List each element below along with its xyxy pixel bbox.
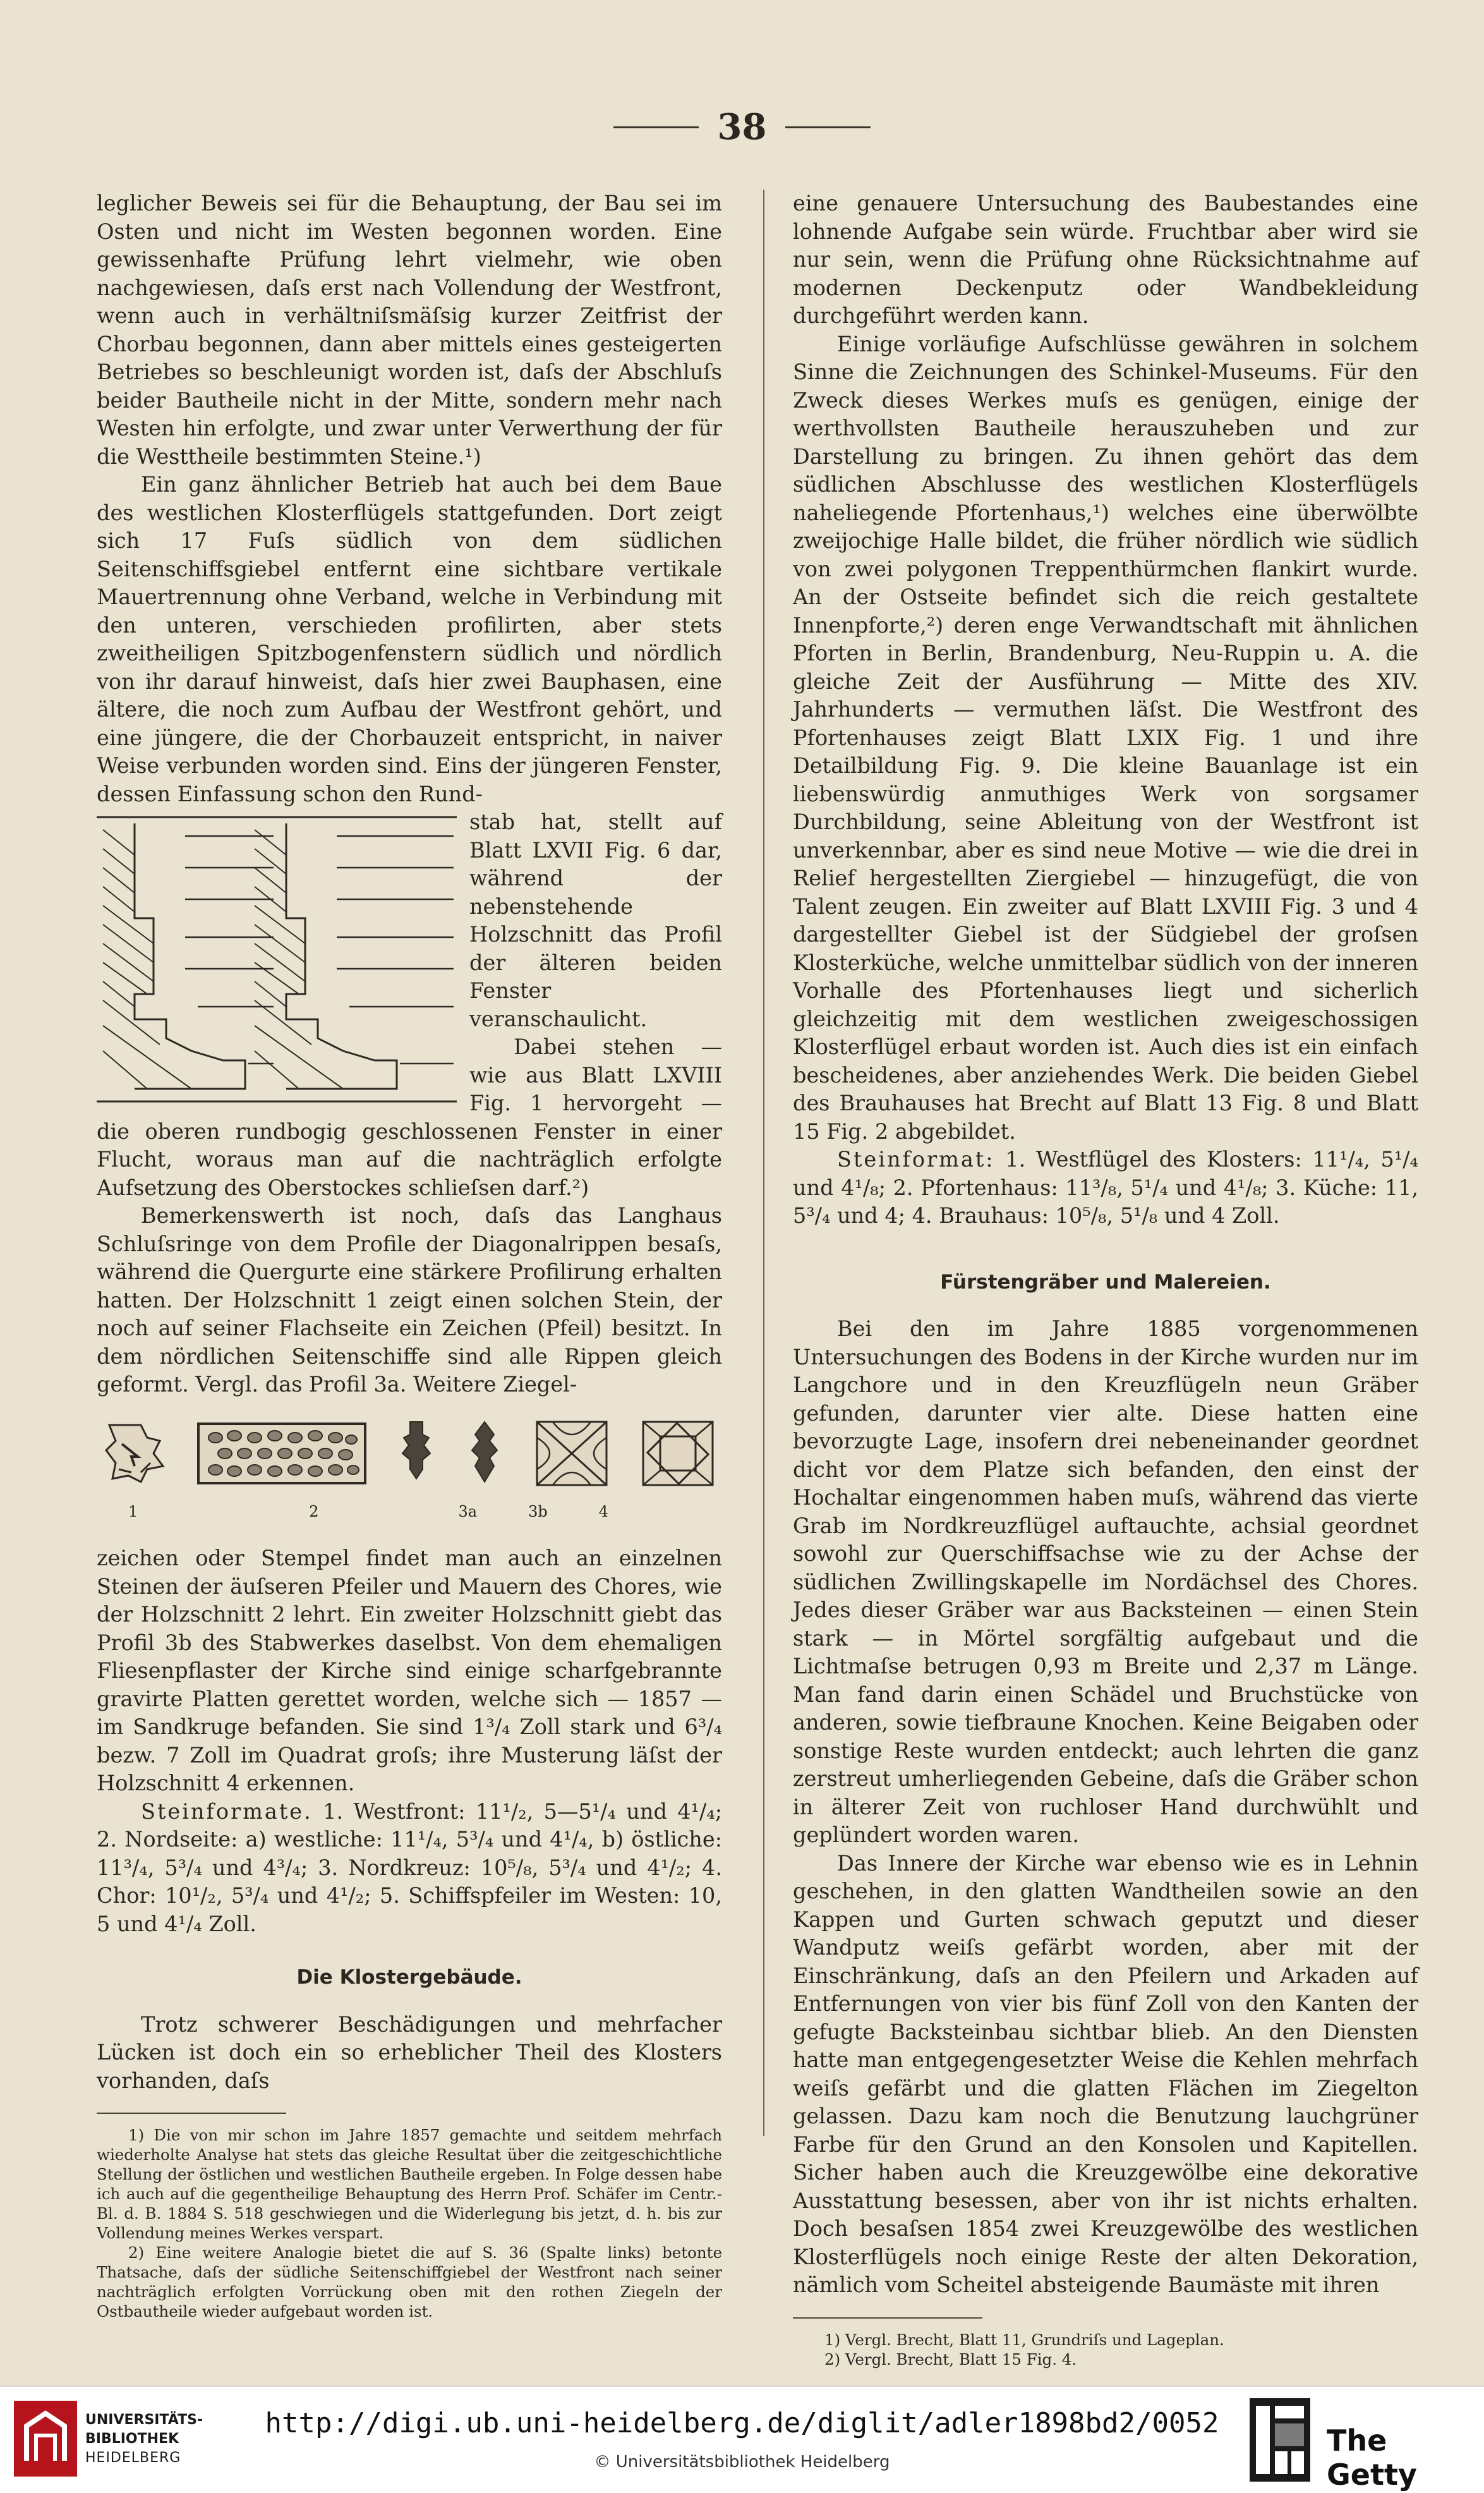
right-paragraph-1: eine genauere Untersuchung des Baubestandes eine lohnende Aufgabe sein würde. Fruchtbar aber wird sie nur sein, wenn die Prüfung ohne Rücksichtnahme auf modernen Deckenputz oder Wandbekleidung durchgeführt werden kann. (793, 191, 1418, 328)
left-paragraph-2: Ein ganz ähnlicher Betrieb hat auch bei dem Baue des westlichen Klosterflügels stattgefunden. Dort zeigt sich 17 Fuſs südlich von dem südlichen Seitenschiffsgiebel entfernt eine sichtbare vertikale Mauertrennung ohne Verband, welche in Verbindung mit den unteren, verschieden profilirten, aber stets zweitheiligen Spitzbogenfenstern südlich und nördlich von ihr darauf hinweist, daſs hier zwei Bauphasen, eine ältere, die noch zum Aufbau der Westfront gehört, und eine jüngere, die der Chorbauzeit entspricht, in naiver Weise verbunden worden sind. Eins der jüngeren Fenster, dessen Einfassung schon den Rund- (97, 472, 722, 806)
brick-sign-figure-1 (103, 1419, 166, 1488)
floor-tile-figure-4a (534, 1419, 610, 1488)
right-paragraph-4: Bei den im Jahre 1885 vorgenommenen Untersuchungen des Bodens in der Kirche wurden nur im Langchore und in den Kreuzflügeln neun Gräber gefunden, darunter vier alte. Diese hatten eine bevorzugte Lage, insofern drei nebeneinander geordnet dicht vor dem Platze sich befanden, den einst der Hochaltar eingenommen haben muſs, während das vierte Grab im Nordkreuzflügel auftauchte, achsial geordnet sowohl zur Querschiffsachse wie zu der Achse der südlichen Zwillingskapelle im Nordächsel des Chores. Jedes dieser Gräber war aus Backsteinen — einen Stein stark — in Mörtel sorgfältig aufgebaut und die Lichtmaſse betrugen 0,93 m Breite und 2,37 m Länge. Man fand darin einen Schädel und Bruchstücke von anderen, sowie tiefbraune Knochen. Keine Beigaben oder sonstige Reste wurden entdeckt; auch lehrten die ganz zerstreut umherliegenden Gebeine, daſs die Gräber schon in älterer Zeit von ruchloser Hand durchwühlt und geplündert worden waren. (793, 1316, 1418, 1847)
figure-label-1: 1 (128, 1502, 138, 1520)
page-number: 38 (717, 106, 767, 148)
brick-stamp-figure-2 (196, 1422, 367, 1485)
getty-logo-icon (1250, 2398, 1310, 2482)
window-profile-woodcut (97, 811, 457, 1108)
footnote-rule-left (97, 2113, 286, 2114)
stone-format-values: 1. Westfront: 11¹/₂, 5—5¹/₄ und 4¹/₄; 2. Nordseite: a) westliche: 11¹/₄, 5³/₄ und 4¹/₄, b) östliche: 11³/₄, 5³/₄ und 4³/₄; 3. Nordkreuz: 10⁵/₈, 5³/₄ und 4¹/₂; 4. Chor: 10¹/₂, 5³/₄ und 4¹/₂; 5. Schiffspfeiler im Westen: 10, 5 und 4¹/₄ Zoll. (97, 1798, 722, 1936)
ub-line-1: UNIVERSITÄTS- (85, 2412, 203, 2428)
floor-tile-figure-4b (640, 1419, 716, 1488)
figure-label-3a: 3a (458, 1502, 478, 1520)
left-paragraph-3: Bemerkenswerth ist noch, daſs das Langhaus Schluſsringe von dem Profile der Diagonalrippen besaſs, während die Quergurte eine stärkere Profilirung erhalten hatten. Der Holzschnitt 1 zeigt einen solchen Stein, der noch auf seiner Flachseite ein Zeichen (Pfeil) besitzt. In dem nördlichen Seitenschiffe sind alle Rippen gleich geformt. Vergl. das Profil 3a. Weitere Ziegel- (97, 1203, 722, 1397)
left-paragraph-6: Trotz schwerer Beschädigungen und mehrfacher Lücken ist doch ein so erheblicher Theil des Klosters vorhanden, daſs (97, 2011, 722, 2093)
stone-format-label: Steinformate. (141, 1798, 313, 1824)
left-footnote-2: 2) Eine weitere Analogie bietet die auf S. 36 (Spalte links) betonte Thatsache, daſs der südliche Seitenschiffgiebel der Westfront nach seiner nachträglich erfolgten Vorrückung oben mit den rothen Ziegeln der Ostbautheile wieder aufgebaut worden ist. (97, 2243, 722, 2320)
right-paragraph-3 (793, 1146, 1418, 1230)
stone-format-values-right: 1. Westflügel des Klosters: 11¹/₄, 5¹/₄ und 4¹/₈; 2. Pfortenhaus: 11³/₈, 5¹/₄ und 4¹/₈; 3. Küche: 11, 5³/₄ und 4; 4. Brauhaus: 10⁵/₈, 5¹/₈ und 4 Zoll. (793, 1147, 1418, 1228)
right-column (793, 190, 1418, 2369)
copyright-notice: © Universitätsbibliothek Heidelberg (594, 2453, 890, 2472)
section-heading-klostergebaeude: Die Klostergebäude. (296, 1966, 522, 1989)
ub-line-3: HEIDELBERG (85, 2450, 181, 2466)
left-footnotes (97, 2125, 722, 2321)
brick-marks-figures (97, 1416, 722, 1491)
figure-label-4: 4 (598, 1502, 608, 1520)
getty-name: The Getty (1327, 2423, 1417, 2492)
rib-profile-figure-3a (397, 1419, 435, 1488)
tracery-profile-figure-3b (466, 1419, 504, 1488)
left-paragraph-2b: stab hat, stellt auf Blatt LXVII Fig. 6 dar, während der nebenstehende Holzschnitt das Profil der älteren beiden Fenster veranschaulicht. (469, 810, 722, 1031)
ub-line-2: BIBLIOTHEK (85, 2431, 179, 2447)
figure-labels (97, 1498, 722, 1526)
left-paragraph-2c: Dabei stehen — wie aus Blatt LXVIII Fig. 1 hervorgeht — die oberen rundbogig geschlossenen Fenster in einer Flucht, woraus man auf die nachträglich erfolgte Aufsetzung des Oberstockes schlieſsen darf.²) (97, 1034, 722, 1200)
right-footnote-1: 1) Vergl. Brecht, Blatt 11, Grundriſs und Lageplan. (824, 2330, 1224, 2349)
right-paragraph-2: Einige vorläufige Aufschlüsse gewähren in solchem Sinne die Zeichnungen des Schinkel-Museums. Für den Zweck dieses Werkes muſs es genügen, einige der werthvollsten Bautheile herauszuheben und zur Darstellung zu bringen. Zu ihnen gehört das dem südlichen Abschlusse des westlichen Klosterflügels naheliegende Pfortenhaus,¹) welches eine überwölbte zweijochige Halle bildet, die früher nördlich wie südlich von zwei polygonen Treppenthürmchen flankirt wurde. An der Ostseite befindet sich die reich gestaltete Innenpforte,²) deren enge Verwandtschaft mit ähnlichen Pforten in Berlin, Brandenburg, Neu-Ruppin u. A. die gleiche Zeit der Ausführung — Mitte des XIV. Jahrhunderts — vermuthen läſst. Die Westfront des Pfortenhauses zeigt Blatt LXIX Fig. 1 und ihre Detailbildung Fig. 9. Die kleine Bauanlage ist ein liebenswürdig anmuthiges Werk von sorgsamer Durchbildung, seine Ableitung von der Westfront ist unverkennbar, aber es sind neue Motive — wie die drei in Relief hergestellten Ziergiebel — hinzugefügt, die von Talent zeugen. Ein zweiter auf Blatt LXVIII Fig. 3 und 4 dargestellter Giebel ist der Südgiebel der groſsen Klosterküche, welche unmittelbar südlich von der inneren Vorhalle des Pfortenhauses liegt und sicherlich gleichzeitig mit dem westlichen zweigeschossigen Klosterflügel erbaut worden ist. Auch dies ist ein einfach bescheidenes, aber anziehendes Werk. Die beiden Giebel des Brauhauses hat Brecht auf Blatt 13 Fig. 8 und Blatt 15 Fig. 2 abgebildet. (793, 331, 1418, 1144)
right-footnote-2: 2) Vergl. Brecht, Blatt 15 Fig. 4. (824, 2350, 1077, 2369)
digitization-footer (0, 2386, 1484, 2493)
header-rule-right (785, 126, 871, 128)
page-header (0, 106, 1484, 148)
stone-format-label-right: Steinformat: (837, 1147, 995, 1172)
header-rule-left (613, 126, 699, 128)
right-footnotes (793, 2330, 1418, 2369)
left-paragraph-1: leglicher Beweis sei für die Behauptung, der Bau sei im Osten und nicht im Westen begonnen worden. Eine gewissenhafte Prüfung lehrt vielmehr, wie oben nachgewiesen, daſs erst nach Vollendung der Westfront, wenn auch in verhältniſsmäſsig kurzer Zeitfrist der Chorbau begonnen, dann aber mittels eines gesteigerten Betriebes so beschleunigt worden ist, daſs der Abschluſs beider Bautheile nicht in der Mitte, sondern mehr nach Westen hin erfolgte, und zwar unter Verwerthung der für die Westtheile bestimmten Steine.¹) (97, 191, 722, 469)
right-paragraph-5: Das Innere der Kirche war ebenso wie es in Lehnin geschehen, in den glatten Wandtheilen sowie an den Kappen und Gurten schwach geputzt und dieser Wandputz weiſs gefärbt worden, aber mit der Einschränkung, daſs an den Pfeilern und Arkaden auf Entfernungen von vier bis fünf Zoll von den Kanten der gefugte Backsteinbau sichtbar blieb. An den Diensten hatte man entgegengesetzter Weise die Kehlen mehrfach weiſs gefärbt und die glatten Flächen im Ziegelton gelassen. Dazu kam noch die Benutzung lauchgrüner Farbe für den Grund an den Konsolen und Kapitellen. Sicher haben auch die Kreuzgewölbe eine dekorative Ausstattung besessen, aber von ihr ist nichts erhalten. Doch besaſsen 1854 zwei Kreuzgewölbe des westlichen Klosterflügels noch einige Reste der alten Dekoration, nämlich vom Scheitel absteigende Baumäste mit ihren (793, 1850, 1418, 2297)
figure-label-2: 2 (309, 1502, 319, 1520)
left-footnote-1: 1) Die von mir schon im Jahre 1857 gemachte und seitdem mehrfach wiederholte Analyse hat stets das gleiche Resultat über die zeitgeschichtliche Stellung der östlichen und westlichen Bautheile ergeben. In Folge dessen habe ich auch auf die gegentheilige Behauptung des Herrn Prof. Schäfer im Centr.-Bl. d. B. 1884 S. 518 geschwiegen und die Widerlegung bis jetzt, d. h. bis zur Vollendung meines Werkes verspart. (97, 2126, 722, 2242)
left-paragraph-5 (97, 1798, 722, 1939)
figure-label-3b: 3b (528, 1502, 548, 1520)
left-column (97, 190, 722, 2321)
left-paragraph-4: zeichen oder Stempel findet man auch an einzelnen Steinen der äuſseren Pfeiler und Mauern des Chores, wie der Holzschnitt 2 lehrt. Ein zweiter Holzschnitt giebt das Profil 3b des Stabwerkes daselbst. Von dem ehemaligen Fliesenpflaster der Kirche sind einige scharfgebrannte gravirte Platten gerettet worden, welche sich — 1857 — im Sandkruge befanden. Sie sind 1³/₄ Zoll stark und 6³/₄ bezw. 7 Zoll im Quadrat groſs; ihre Musterung läſst der Holzschnitt 4 erkennen. (97, 1546, 722, 1795)
section-heading-fuerstengraeber: Fürstengräber und Malereien. (940, 1270, 1271, 1294)
permalink-url[interactable]: http://digi.ub.uni-heidelberg.de/diglit/adler1898bd2/0052 (265, 2407, 1219, 2439)
footnote-rule-right (793, 2317, 982, 2319)
column-separator (763, 190, 764, 2136)
